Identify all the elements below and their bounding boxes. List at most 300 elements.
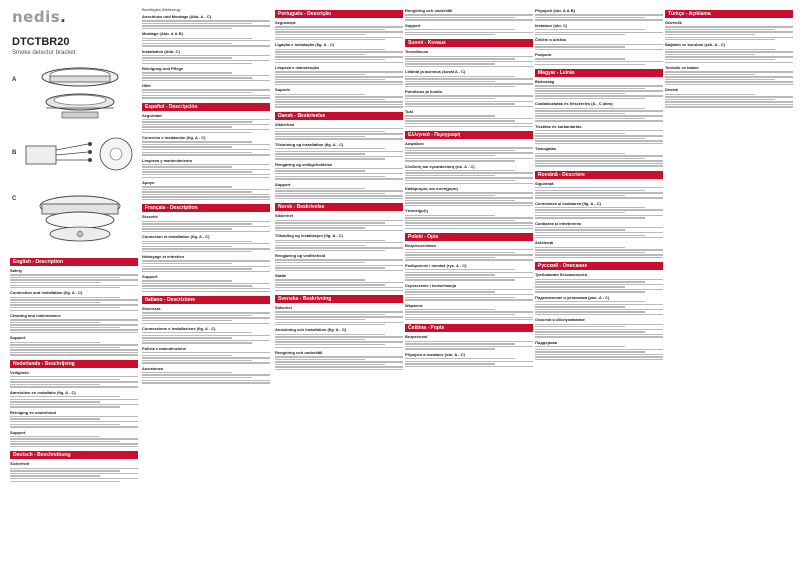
body-text-line: [405, 177, 533, 178]
body-text-line: [535, 192, 663, 193]
body-text-line: [405, 319, 533, 320]
body-text-line: [405, 269, 515, 270]
subsection-heading: Csatlakoztatás és felszerelés (A - C ábra): [535, 101, 613, 107]
language-section-header: Magyar - Leírás: [535, 69, 663, 77]
body-text-line: [142, 77, 252, 78]
language-section-header: English - Description: [10, 258, 138, 266]
body-text-line: [405, 158, 533, 159]
body-text-line: [405, 106, 533, 107]
body-text-line: [405, 205, 533, 206]
body-text-line: [275, 56, 403, 57]
body-text-line: [142, 323, 270, 324]
language-section-header: Norsk - Beskrivelse: [275, 203, 403, 211]
body-text-line: [275, 31, 403, 32]
language-section-header: Română - Descriere: [535, 171, 663, 179]
subsection-heading: Veiligheid: [10, 369, 29, 375]
body-text-line: [535, 153, 625, 154]
body-text-line: [535, 356, 663, 357]
body-text-line: [10, 302, 100, 303]
figure-b-label: B: [12, 150, 17, 156]
body-text-line: [10, 475, 100, 476]
body-text-line: [142, 97, 270, 98]
body-text-line: [10, 329, 138, 330]
body-text-line: [405, 103, 515, 104]
body-text-line: [10, 406, 120, 407]
body-text-line: [275, 81, 403, 82]
body-text-line: [275, 131, 385, 132]
body-text-line: [10, 299, 138, 300]
body-text-line: [142, 171, 252, 172]
body-text-line: [142, 283, 270, 284]
body-text-line: [142, 360, 252, 361]
body-text-line: [405, 78, 533, 79]
body-text-line: [535, 284, 663, 285]
body-text-line: [405, 249, 533, 250]
body-text-line: [665, 59, 775, 60]
body-text-line: [665, 71, 793, 72]
body-text-line: [142, 89, 270, 90]
column-6: [665, 6, 793, 109]
body-text-line: [405, 86, 515, 87]
body-text-line: [142, 271, 270, 272]
subsection-heading: Instalace (obr. C): [535, 22, 568, 28]
subsection-heading: Cleaning and maintenance: [10, 312, 61, 318]
body-text-line: [665, 31, 793, 32]
figure-a-bracket: [22, 62, 138, 124]
body-text-line: [142, 177, 270, 178]
body-text-line: [10, 424, 120, 425]
body-text-line: [405, 252, 515, 253]
body-text-line: [275, 136, 365, 137]
body-text-line: [275, 369, 403, 370]
body-text-line: [535, 311, 645, 312]
subsection-heading: Support: [142, 274, 158, 280]
body-text-line: [142, 154, 270, 155]
body-text-line: [10, 279, 138, 280]
body-text-line: [535, 14, 663, 15]
brand-logo: nedis.: [12, 8, 67, 26]
body-text-line: [535, 359, 663, 360]
subsection-heading: Liitäntä ja asennus (kuvat A - C): [405, 69, 466, 75]
body-text-line: [275, 54, 365, 55]
body-text-line: [405, 81, 495, 82]
body-text-line: [275, 26, 403, 27]
column-4: [405, 6, 533, 368]
body-text-line: [275, 364, 385, 365]
subsection-heading: Seguridad: [142, 112, 162, 118]
body-text-line: [535, 110, 663, 111]
body-text-line: [665, 76, 793, 77]
body-text-line: [665, 49, 775, 50]
body-text-line: [665, 37, 793, 38]
body-text-line: [10, 468, 138, 469]
body-text-line: [405, 254, 533, 255]
subsection-heading: Limpieza y mantenimiento: [142, 157, 193, 163]
subsection-heading: Destek: [665, 87, 679, 93]
body-text-line: [405, 120, 515, 121]
body-text-line: [535, 324, 663, 325]
body-text-line: [405, 123, 533, 124]
body-text-line: [10, 297, 120, 298]
body-text-line: [275, 356, 403, 357]
body-text-line: [275, 341, 403, 342]
subsection-heading: Σύνδεση και εγκατάσταση (εικ. A - C): [405, 163, 475, 169]
subsection-heading: Reiniging en onderhoud: [10, 409, 56, 415]
body-text-line: [275, 265, 403, 266]
body-text-line: [665, 51, 793, 52]
body-text-line: [665, 26, 793, 27]
body-text-line: [405, 150, 515, 151]
subsection-heading: Tilslutning og installation (fig. A - C): [275, 141, 344, 147]
subsection-heading: Puhdistus ja huolto: [405, 89, 443, 95]
body-text-line: [10, 470, 120, 471]
subsection-heading: Очистка и обслуживание: [535, 317, 585, 323]
body-text-line: [10, 401, 100, 402]
body-text-line: [405, 29, 515, 30]
body-text-line: [10, 404, 138, 405]
subsection-heading: Sikkerhet: [275, 213, 294, 219]
body-text-line: [535, 349, 663, 350]
body-text-line: [535, 163, 663, 164]
body-text-line: [535, 252, 645, 253]
body-text-line: [142, 357, 270, 358]
body-text-line: [10, 379, 120, 380]
body-text-line: [142, 374, 270, 375]
body-text-line: [535, 197, 663, 198]
body-text-line: [535, 118, 645, 119]
subsection-heading: Поддержка: [535, 339, 558, 345]
subsection-heading: Подключение и установка (рис. A - C): [535, 294, 610, 300]
column-3: [275, 6, 403, 372]
body-text-line: [142, 40, 270, 41]
body-text-line: [405, 366, 533, 367]
body-text-line: [142, 352, 270, 353]
subsection-heading: Pulizia e manutenzione: [142, 345, 187, 351]
subsection-heading: Tilkobling og installasjon (fig. A - C): [275, 233, 343, 239]
body-text-line: [535, 354, 663, 355]
body-text-line: [142, 340, 270, 341]
body-text-line: [405, 115, 495, 116]
body-text-line: [405, 202, 533, 203]
language-section-header: Polski - Opis: [405, 233, 533, 241]
body-text-line: [142, 132, 252, 133]
body-text-line: [275, 29, 385, 30]
subsection-heading: Tisztítás és karbantartás: [535, 123, 582, 129]
body-text-line: [535, 187, 663, 188]
body-text-line: [535, 247, 625, 248]
figure-c-installed-detector: [22, 186, 138, 246]
body-text-line: [10, 287, 120, 288]
body-text-line: [535, 304, 663, 305]
body-text-line: [275, 222, 385, 223]
body-text-line: [405, 274, 495, 275]
body-text-line: [275, 76, 403, 77]
subsection-heading: Anschluss und Montage (Abb. A - C): [142, 14, 212, 19]
subsection-heading: Connessione e installazione (fig. A - C): [142, 325, 216, 331]
body-text-line: [275, 138, 403, 139]
body-text-line: [142, 169, 270, 170]
language-section-header: Deutsch - Beschreibung: [10, 451, 138, 459]
subsection-heading: Ασφάλεια: [405, 141, 424, 147]
body-text-line: [405, 259, 533, 260]
body-text-line: [665, 34, 755, 35]
body-text-line: [142, 38, 252, 39]
body-text-line: [275, 190, 403, 191]
body-text-line: [275, 247, 403, 248]
body-text-line: [10, 327, 120, 328]
body-text-line: [405, 66, 533, 67]
body-text-line: [405, 118, 533, 119]
subsection-heading: Güvenlik: [665, 20, 682, 25]
body-text-line: [142, 315, 252, 316]
body-text-line: [535, 289, 663, 290]
body-text-line: [405, 172, 533, 173]
body-text-line: [405, 222, 533, 223]
language-section-header: Ελληνικά - Περιγραφή: [405, 131, 533, 139]
body-text-line: [142, 263, 232, 264]
body-text-line: [275, 62, 403, 63]
body-text-line: [275, 94, 365, 95]
body-text-line: [142, 23, 252, 24]
body-text-line: [405, 95, 533, 96]
body-text-line: [275, 259, 403, 260]
subsection-heading: Safety: [10, 268, 23, 273]
body-text-line: [142, 121, 252, 122]
subsection-heading: Wsparcie: [405, 302, 423, 308]
body-text-line: [275, 322, 403, 323]
body-text-line: [10, 347, 120, 348]
body-text-line: [535, 217, 645, 218]
subsection-heading: Turvallisuus: [405, 49, 429, 55]
body-text-line: [10, 307, 120, 308]
figure-a-label: A: [12, 77, 17, 83]
body-text-line: [142, 194, 270, 195]
body-text-line: [275, 176, 385, 177]
subsection-heading: Rengøring og vedligeholdelse: [275, 161, 333, 167]
body-text-line: [665, 101, 793, 102]
body-text-line: [405, 358, 515, 359]
body-text-line: [405, 314, 515, 315]
language-section-header: Italiano - Descrizione: [142, 296, 270, 304]
body-text-line: [535, 232, 663, 233]
body-text-line: [142, 144, 270, 145]
body-text-line: [275, 245, 365, 246]
subsection-heading: Υποστήριξη: [405, 208, 428, 214]
body-text-line: [10, 324, 138, 325]
subsection-heading: Podpora: [535, 52, 552, 58]
subsection-heading: Segurança: [275, 20, 296, 25]
body-text-line: [275, 51, 403, 52]
body-text-line: [535, 209, 663, 210]
body-text-line: [142, 342, 252, 343]
body-text-line: [405, 277, 533, 278]
body-text-line: [535, 215, 663, 216]
body-text-line: [535, 286, 625, 287]
subsection-heading: Connexion et installation (fig. A - C): [142, 234, 210, 240]
body-text-line: [275, 344, 385, 345]
subsection-heading: Bezpieczeństwo: [405, 242, 436, 248]
body-text-line: [275, 240, 385, 241]
body-text-line: [535, 143, 663, 144]
body-text-line: [405, 228, 533, 229]
body-text-line: [275, 34, 365, 35]
body-text-line: [535, 212, 625, 213]
body-text-line: [405, 76, 515, 77]
subsection-heading: Support: [10, 335, 26, 341]
body-text-line: [142, 92, 252, 93]
body-text-line: [405, 309, 495, 310]
body-text-line: [405, 195, 495, 196]
body-text-line: [405, 152, 533, 153]
body-text-line: [10, 399, 138, 400]
body-text-line: [405, 17, 515, 18]
body-text-line: [142, 126, 232, 127]
body-text-line: [142, 166, 232, 167]
body-text-line: [10, 384, 100, 385]
body-text-line: [142, 20, 270, 21]
language-section-header: Dansk - Beskrivelse: [275, 112, 403, 120]
body-text-line: [10, 352, 138, 353]
body-text-line: [535, 64, 645, 65]
body-text-line: [142, 223, 252, 224]
body-text-line: [275, 324, 385, 325]
body-text-line: [535, 165, 663, 166]
body-text-line: [405, 126, 533, 127]
body-text-line: [142, 189, 270, 190]
subsection-heading: Conectarea și instalarea (fig. A - C): [535, 200, 601, 206]
subsection-heading: Aansluiten en installatie (fig. A - C): [10, 389, 76, 395]
body-text-line: [535, 229, 625, 230]
body-text-line: [275, 74, 365, 75]
body-text-line: [405, 61, 533, 62]
subsection-heading: Nettoyage et entretien: [142, 254, 185, 260]
subsection-heading: Curățarea și întreținerea: [535, 220, 582, 226]
body-text-line: [535, 46, 625, 47]
body-text-line: [10, 310, 138, 311]
body-text-line: [405, 225, 533, 226]
subsection-heading: Montage (Abb. A & B): [142, 31, 183, 37]
body-text-line: [275, 336, 403, 337]
body-text-line: [405, 361, 533, 362]
body-text-line: [405, 279, 515, 280]
body-text-line: [142, 337, 232, 338]
body-text-line: [142, 362, 270, 363]
body-text-line: [535, 254, 663, 255]
subsection-heading: Suporte: [275, 87, 291, 93]
language-section-header: Русский - Описание: [535, 262, 663, 270]
body-text-line: [142, 317, 270, 318]
subsection-heading: Bağlantı ve kurulum (şek. A - C): [665, 42, 725, 48]
body-text-line: [275, 128, 403, 129]
body-text-line: [405, 348, 495, 349]
body-text-line: [275, 225, 403, 226]
body-text-line: [142, 355, 232, 356]
body-text-line: [142, 291, 270, 292]
body-text-line: [142, 312, 270, 313]
body-text-line: [665, 54, 755, 55]
body-text-line: [535, 115, 663, 116]
body-text-line: [142, 119, 270, 120]
language-section-header: Suomi - Kuvaus: [405, 39, 533, 47]
body-text-line: [275, 319, 365, 320]
language-section-header: Türkçe - Açıklama: [665, 10, 793, 18]
body-text-line: [275, 339, 365, 340]
body-text-line: [275, 49, 385, 50]
body-text-line: [142, 228, 232, 229]
body-text-line: [142, 335, 270, 336]
body-text-line: [10, 277, 120, 278]
body-text-line: [535, 133, 625, 134]
body-text-line: [275, 267, 385, 268]
language-section-header: Español - Descripción: [142, 103, 270, 111]
body-text-line: [275, 270, 403, 271]
body-text-line: [535, 61, 663, 62]
body-text-line: [275, 220, 403, 221]
body-text-line: [405, 341, 533, 342]
body-text-line: [405, 297, 515, 298]
subsection-heading: Installation (Abb. C): [142, 48, 180, 54]
body-text-line: [142, 248, 270, 249]
body-text-line: [405, 291, 495, 292]
subsection-heading: Tuki: [405, 109, 413, 115]
body-text-line: [275, 230, 403, 231]
body-text-line: [142, 174, 270, 175]
body-text-line: [405, 299, 533, 300]
body-text-line: [535, 140, 663, 141]
body-text-line: [405, 346, 533, 347]
body-text-line: [275, 242, 403, 243]
body-text-line: [405, 175, 495, 176]
subsection-heading: Sikkerhed: [275, 121, 295, 127]
body-text-line: [535, 190, 645, 191]
body-text-line: [405, 147, 533, 148]
body-text-line: [142, 63, 252, 64]
body-text-line: [535, 85, 663, 86]
subsection-heading: Conexión e instalación (fig. A - C): [142, 135, 206, 141]
body-text-line: [275, 311, 403, 312]
subsection-heading: Připojení (obr. A & B): [535, 8, 575, 13]
body-text-line: [10, 421, 138, 422]
body-text-line: [535, 135, 663, 136]
body-text-line: [275, 99, 385, 100]
body-text-line: [535, 17, 645, 18]
body-text-line: [405, 170, 515, 171]
body-text-line: [665, 81, 793, 82]
body-text-line: [142, 260, 270, 261]
body-text-line: [535, 281, 645, 282]
body-text-line: [275, 282, 403, 283]
body-text-line: [405, 192, 533, 193]
body-text-line: [142, 320, 232, 321]
body-text-line: [10, 443, 138, 444]
body-text-line: [275, 178, 403, 179]
subsection-heading: Sicurezza: [142, 306, 161, 311]
subsection-heading: Καθαρισμός και συντήρηση: [405, 185, 458, 191]
body-text-line: [142, 146, 232, 147]
body-text-line: [535, 120, 663, 121]
subsection-heading: Czyszczenie i konserwacja: [405, 282, 456, 288]
body-text-line: [142, 280, 232, 281]
body-text-line: [275, 347, 403, 348]
body-text-line: [405, 101, 533, 102]
body-text-line: [142, 28, 232, 29]
body-text-line: [535, 95, 663, 96]
body-text-line: [142, 80, 270, 81]
body-text-line: [535, 158, 645, 159]
subsection-heading: Rengjøring og vedlikehold: [275, 253, 326, 259]
body-text-line: [142, 191, 252, 192]
language-section-header: Svenska - Beskrivning: [275, 295, 403, 303]
